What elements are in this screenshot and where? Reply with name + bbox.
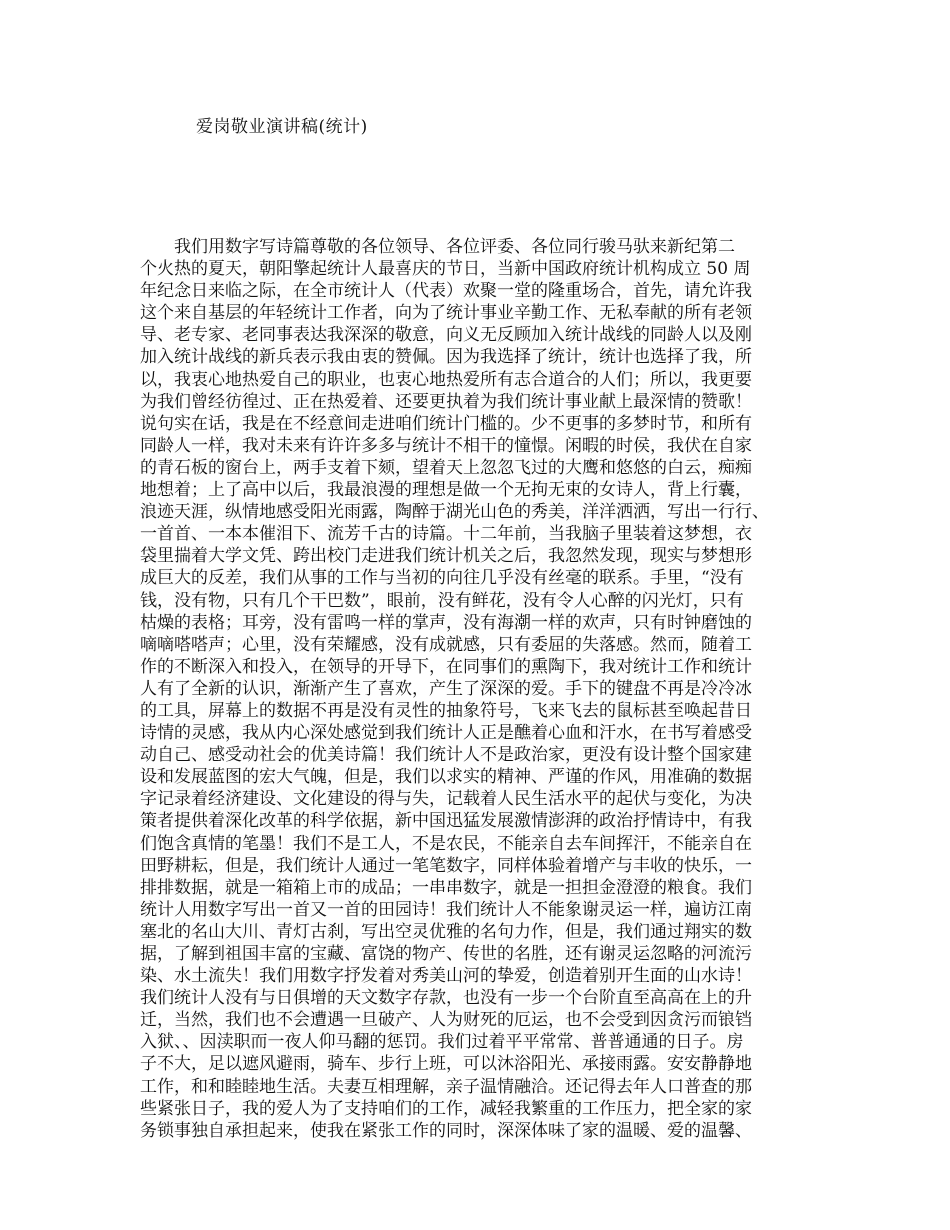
text-line: 的工具，屏幕上的数据不再是没有灵性的抽象符号，飞来飞去的鼠标甚至唤起昔日 — [140, 700, 752, 721]
text-line: 说句实在话，我是在不经意间走进咱们统计门槛的。少不更事的多梦时节，和所有 — [140, 413, 752, 434]
text-line: 字记录着经济建设、文化建设的得与失，记载着人民生活水平的起伏与变化，为决 — [140, 789, 752, 810]
text-line: 务锁事独自承担起来，使我在紧张工作的同时，深深体味了家的温暖、爱的温馨、 — [140, 1120, 752, 1141]
text-line: 浪迹天涯，纵情地感受阳光雨露，陶醉于湖光山色的秀美，洋洋洒洒，写出一行行、 — [140, 502, 769, 523]
text-line: 染、水土流失！我们用数字抒发着对秀美山河的挚爱，创造着别开生面的山水诗！ — [140, 966, 752, 987]
text-line: 子不大，足以遮风避雨，骑车、步行上班，可以沐浴阳光、承接雨露。安安静静地 — [140, 1054, 752, 1075]
text-line: 个火热的夏天，朝阳擎起统计人最喜庆的节日，当新中国政府统计机构成立 50 周 — [140, 259, 751, 280]
text-line: 钱，没有物，只有几个干巴数”，眼前，没有鲜花，没有令人心醉的闪光灯，只有 — [140, 590, 744, 611]
text-line: 加入统计战线的新兵表示我由衷的赞佩。因为我选择了统计，统计也选择了我，所 — [140, 347, 752, 368]
text-line: 的青石板的窗台上，两手支着下颏，望着天上忽忽飞过的大鹰和悠悠的白云，痴痴 — [140, 457, 752, 478]
text-line: 嘀嘀嗒嗒声；心里，没有荣耀感，没有成就感，只有委屈的失落感。然而，随着工 — [140, 634, 752, 655]
text-line: 同龄人一样，我对未来有许许多多与统计不相干的憧憬。闲暇的时侯，我伏在自家 — [140, 435, 752, 456]
text-line: 以，我衷心地热爱自己的职业，也衷心地热爱所有志合道合的人们；所以，我更要 — [140, 369, 752, 390]
text-line: 人有了全新的认识，渐渐产生了喜欢，产生了深深的爱。手下的键盘不再是冷冷冰 — [140, 678, 752, 699]
text-line: 诗情的灵感，我从内心深处感觉到我们统计人正是醮着心血和汗水，在书写着感受 — [140, 723, 752, 744]
text-line: 成巨大的反差，我们从事的工作与当初的向往几乎没有丝毫的联系。手里，“没有 — [140, 568, 744, 589]
text-line: 袋里揣着大学文凭、跨出校门走进我们统计机关之后，我忽然发现，现实与梦想形 — [140, 546, 752, 567]
text-line: 动自己、感受动社会的优美诗篇！我们统计人不是政治家，更没有设计整个国家建 — [140, 745, 752, 766]
text-line: 些紧张日子，我的爱人为了支持咱们的工作，减轻我繁重的工作压力，把全家的家 — [140, 1098, 752, 1119]
text-line: 设和发展蓝图的宏大气魄，但是，我们以求实的精神、严谨的作风，用准确的数据 — [140, 767, 752, 788]
text-line: 入狱、、因渎职而一夜人仰马翻的惩罚。我们过着平平常常、普普通通的日子。房 — [140, 1032, 744, 1053]
text-line: 工作，和和睦睦地生活。夫妻互相理解，亲子温情融洽。还记得去年人口普查的那 — [140, 1076, 752, 1097]
text-line: 这个来自基层的年轻统计工作者，向为了统计事业辛勤工作、无私奉献的所有老领 — [140, 303, 752, 324]
text-line: 枯燥的表格；耳旁，没有雷鸣一样的掌声，没有海潮一样的欢声，只有时钟磨蚀的 — [140, 612, 752, 633]
text-line: 导、老专家、老同事表达我深深的敬意，向义无反顾加入统计战线的同龄人以及刚 — [140, 325, 752, 346]
text-line: 迁，当然，我们也不会遭遇一旦破产、人为财死的厄运，也不会受到因贪污而锒铛 — [140, 1010, 752, 1031]
speech-body — [140, 236, 820, 1142]
text-line: 排排数据，就是一箱箱上市的成品；一串串数字，就是一担担金澄澄的粮食。我们 — [140, 877, 752, 898]
text-line: 作的不断深入和投入，在领导的开导下，在同事们的熏陶下，我对统计工作和统计 — [140, 656, 752, 677]
text-line: 为我们曾经彷徨过、正在热爱着、还要更执着为我们统计事业献上最深情的赞歌！ — [140, 391, 752, 412]
text-line: 统计人用数字写出一首又一首的田园诗！我们统计人不能象谢灵运一样，遍访江南 — [140, 899, 752, 920]
text-line: 们饱含真情的笔墨！我们不是工人，不是农民，不能亲自去车间挥汗，不能亲自在 — [140, 833, 752, 854]
text-line: 塞北的名山大川、青灯古刹，写出空灵优雅的名句力作，但是，我们通过翔实的数 — [140, 921, 752, 942]
text-line: 我们统计人没有与日俱增的天文数字存款，也没有一步一个台阶直至高高在上的升 — [140, 988, 752, 1009]
text-line: 据，了解到祖国丰富的宝藏、富饶的物产、传世的名胜，还有谢灵运忽略的河流污 — [140, 944, 752, 964]
text-line: 地想着；上了高中以后，我最浪漫的理想是做一个无拘无束的女诗人，背上行囊， — [140, 480, 752, 501]
text-line: 一首首、一本本催泪下、流芳千古的诗篇。十二年前，当我脑子里装着这梦想，衣 — [140, 524, 752, 545]
text-line: 田野耕耘，但是，我们统计人通过一笔笔数字，同样体验着增产与丰收的快乐，一 — [140, 855, 752, 876]
text-line: 策者提供着深化改革的科学依据，新中国迅猛发展激情澎湃的政治抒情诗中，有我 — [140, 811, 752, 832]
text-line: 我们用数字写诗篇尊敬的各位领导、各位评委、各位同行骏马驮来新纪第二 — [140, 237, 735, 257]
document-title: 爱岗敬业演讲稿(统计) — [196, 117, 368, 137]
text-line: 年纪念日来临之际，在全市统计人（代表）欢聚一堂的隆重场合，首先，请允许我 — [140, 281, 752, 302]
